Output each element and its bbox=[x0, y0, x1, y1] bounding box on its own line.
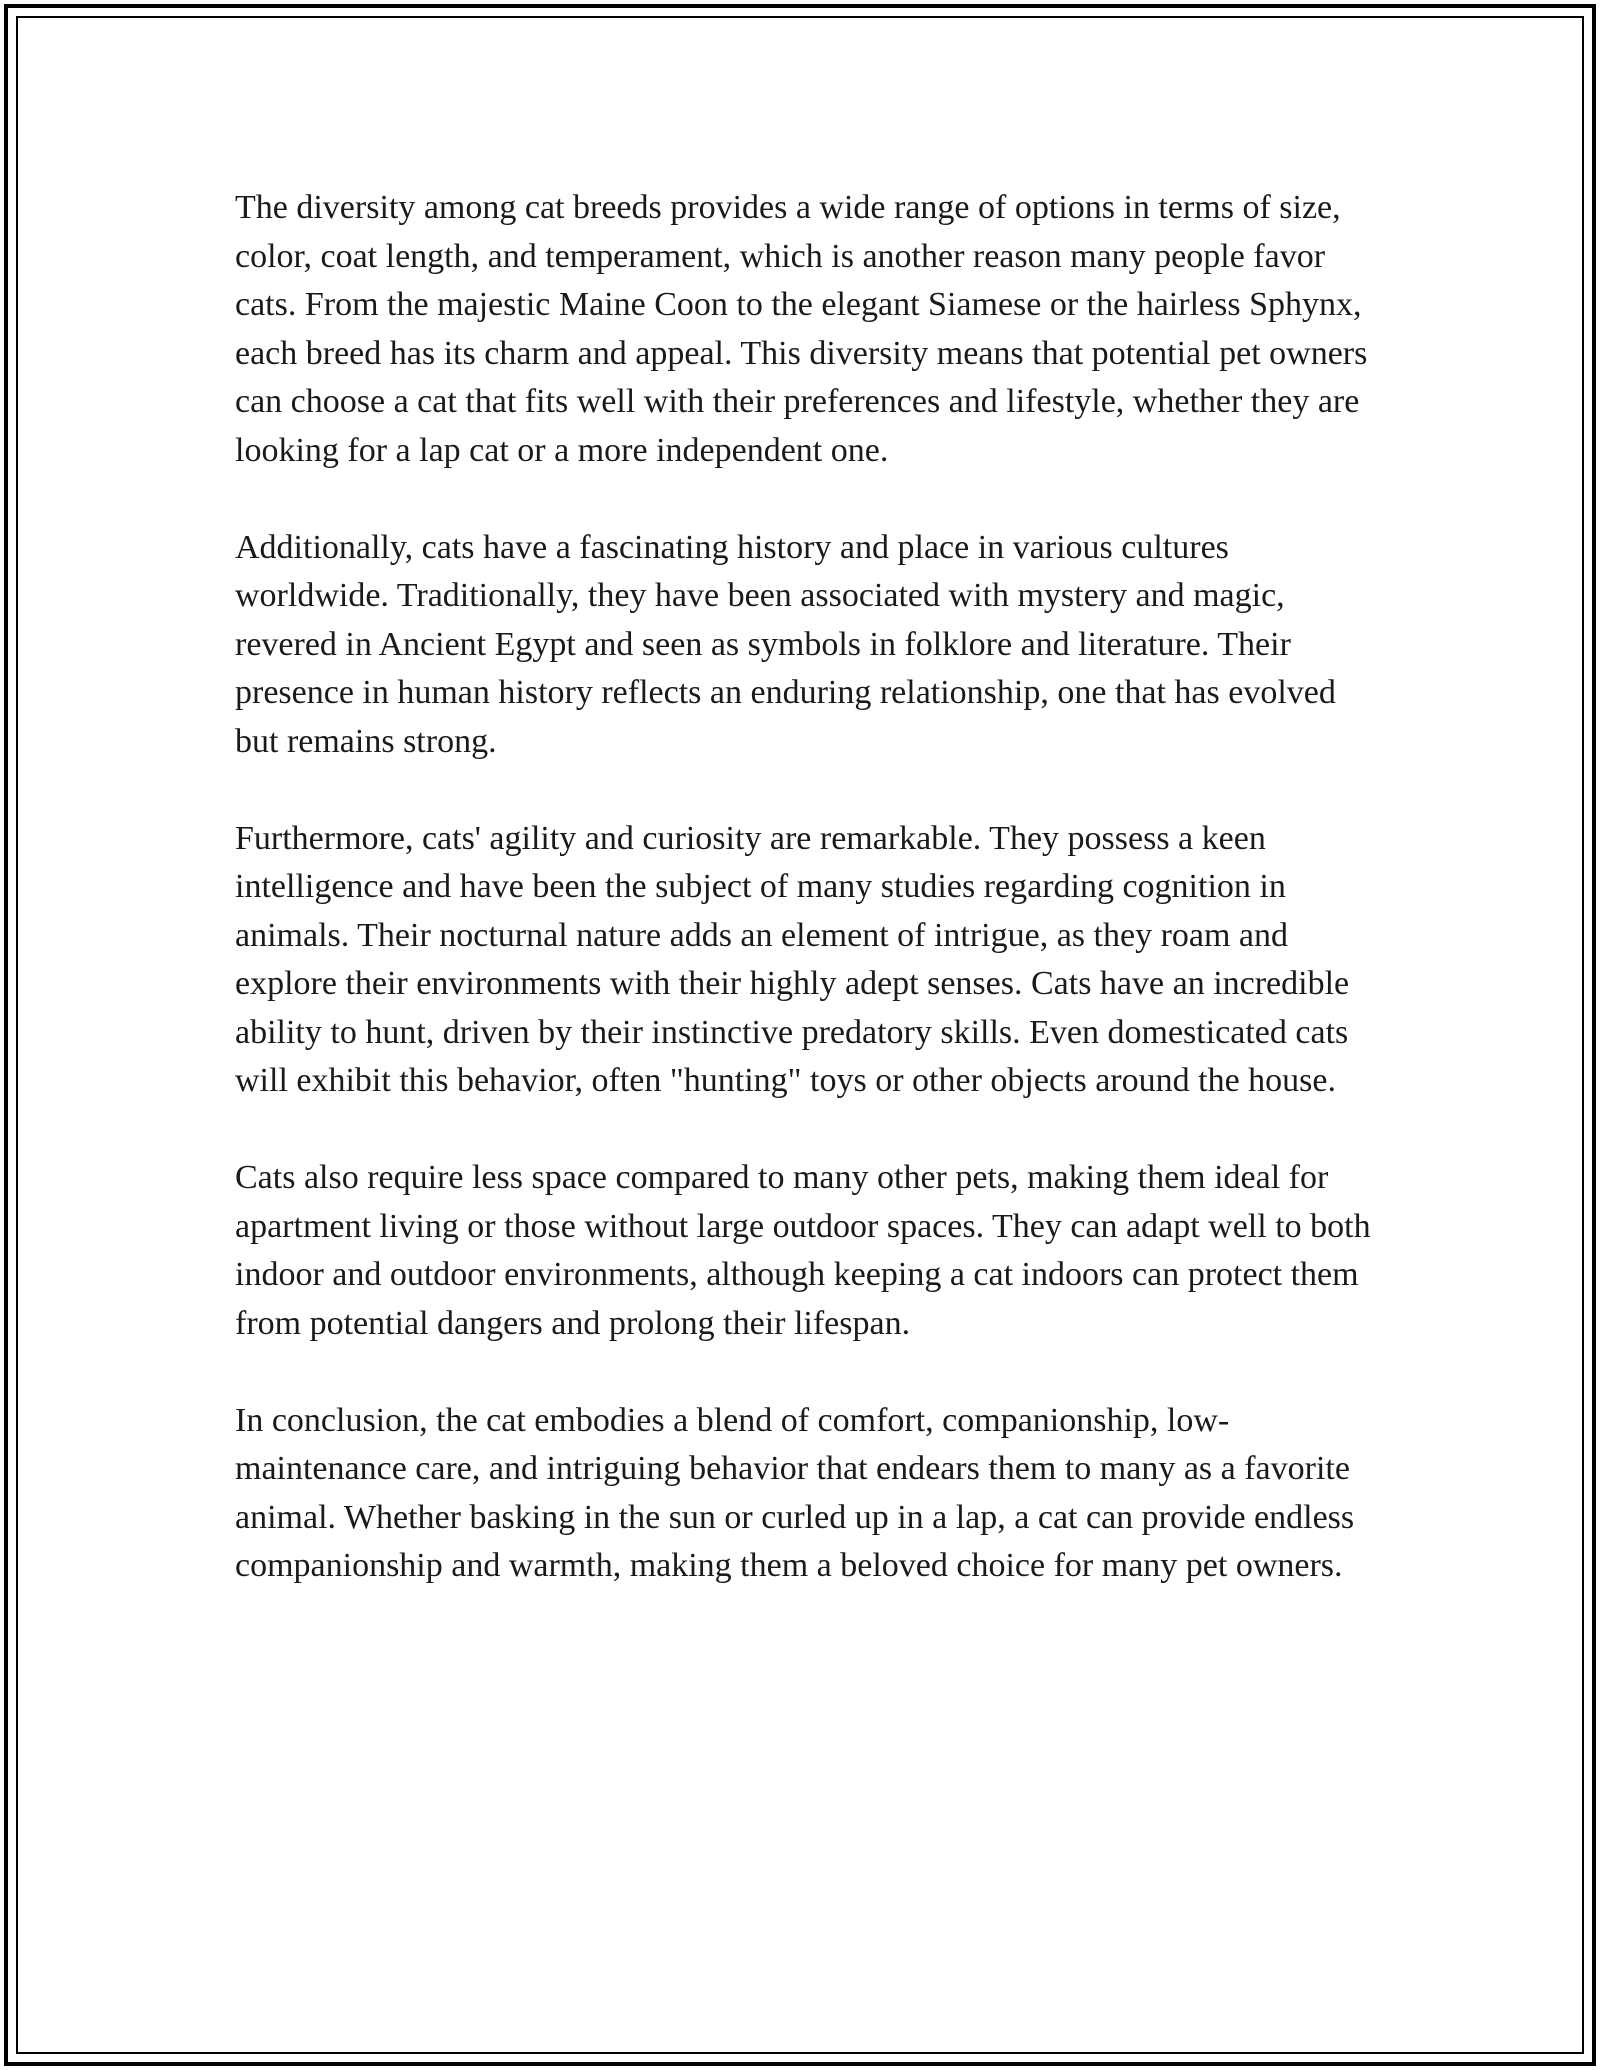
paragraph-cat-history: Additionally, cats have a fascinating history and place in various cultures worldwide. Traditionally, they have been associated with mystery and magic, revered in Ancient Egypt and seen as symbols in folklore and literature. Their presence in human history reflects an enduring relationship, one that has evolved but remains strong. bbox=[235, 528, 1336, 760]
paragraph-cat-space: Cats also require less space compared to many other pets, making them ideal for apartment living or those without large outdoor spaces. They can adapt well to both indoor and outdoor environments, although keeping a cat indoors can protect them from potential dangers and prolong their lifespan. bbox=[235, 1159, 1371, 1342]
paragraph-cat-agility: Furthermore, cats' agility and curiosity are remarkable. They possess a keen intelligence and have been the subject of many studies regarding cognition in animals. Their nocturnal nature adds an element of intrigue, as they roam and explore their environments with their highly adept senses. Cats have an incredible ability to hunt, driven by their instinctive predatory skills. Even domesticated cats will exhibit this behavior, often "hunting" toys or other objects around the house. bbox=[235, 819, 1350, 1099]
paragraph-conclusion: In conclusion, the cat embodies a blend of comfort, companionship, low-maintenance care, and intriguing behavior that endears them to many as a favorite animal. Whether basking in the sun or curled up in a lap, a cat can provide endless companionship and warmth, making them a beloved choice for many pet owners. bbox=[235, 1401, 1355, 1584]
document-body bbox=[235, 184, 1375, 1639]
paragraph-cat-breeds: The diversity among cat breeds provides a wide range of options in terms of size, color, coat length, and temperament, which is another reason many people favor cats. From the majestic Maine Coon to the elegant Siamese or the hairless Sphynx, each breed has its charm and appeal. This diversity means that potential pet owners can choose a cat that fits well with their preferences and lifestyle, whether they are looking for a lap cat or a more independent one. bbox=[235, 189, 1368, 469]
